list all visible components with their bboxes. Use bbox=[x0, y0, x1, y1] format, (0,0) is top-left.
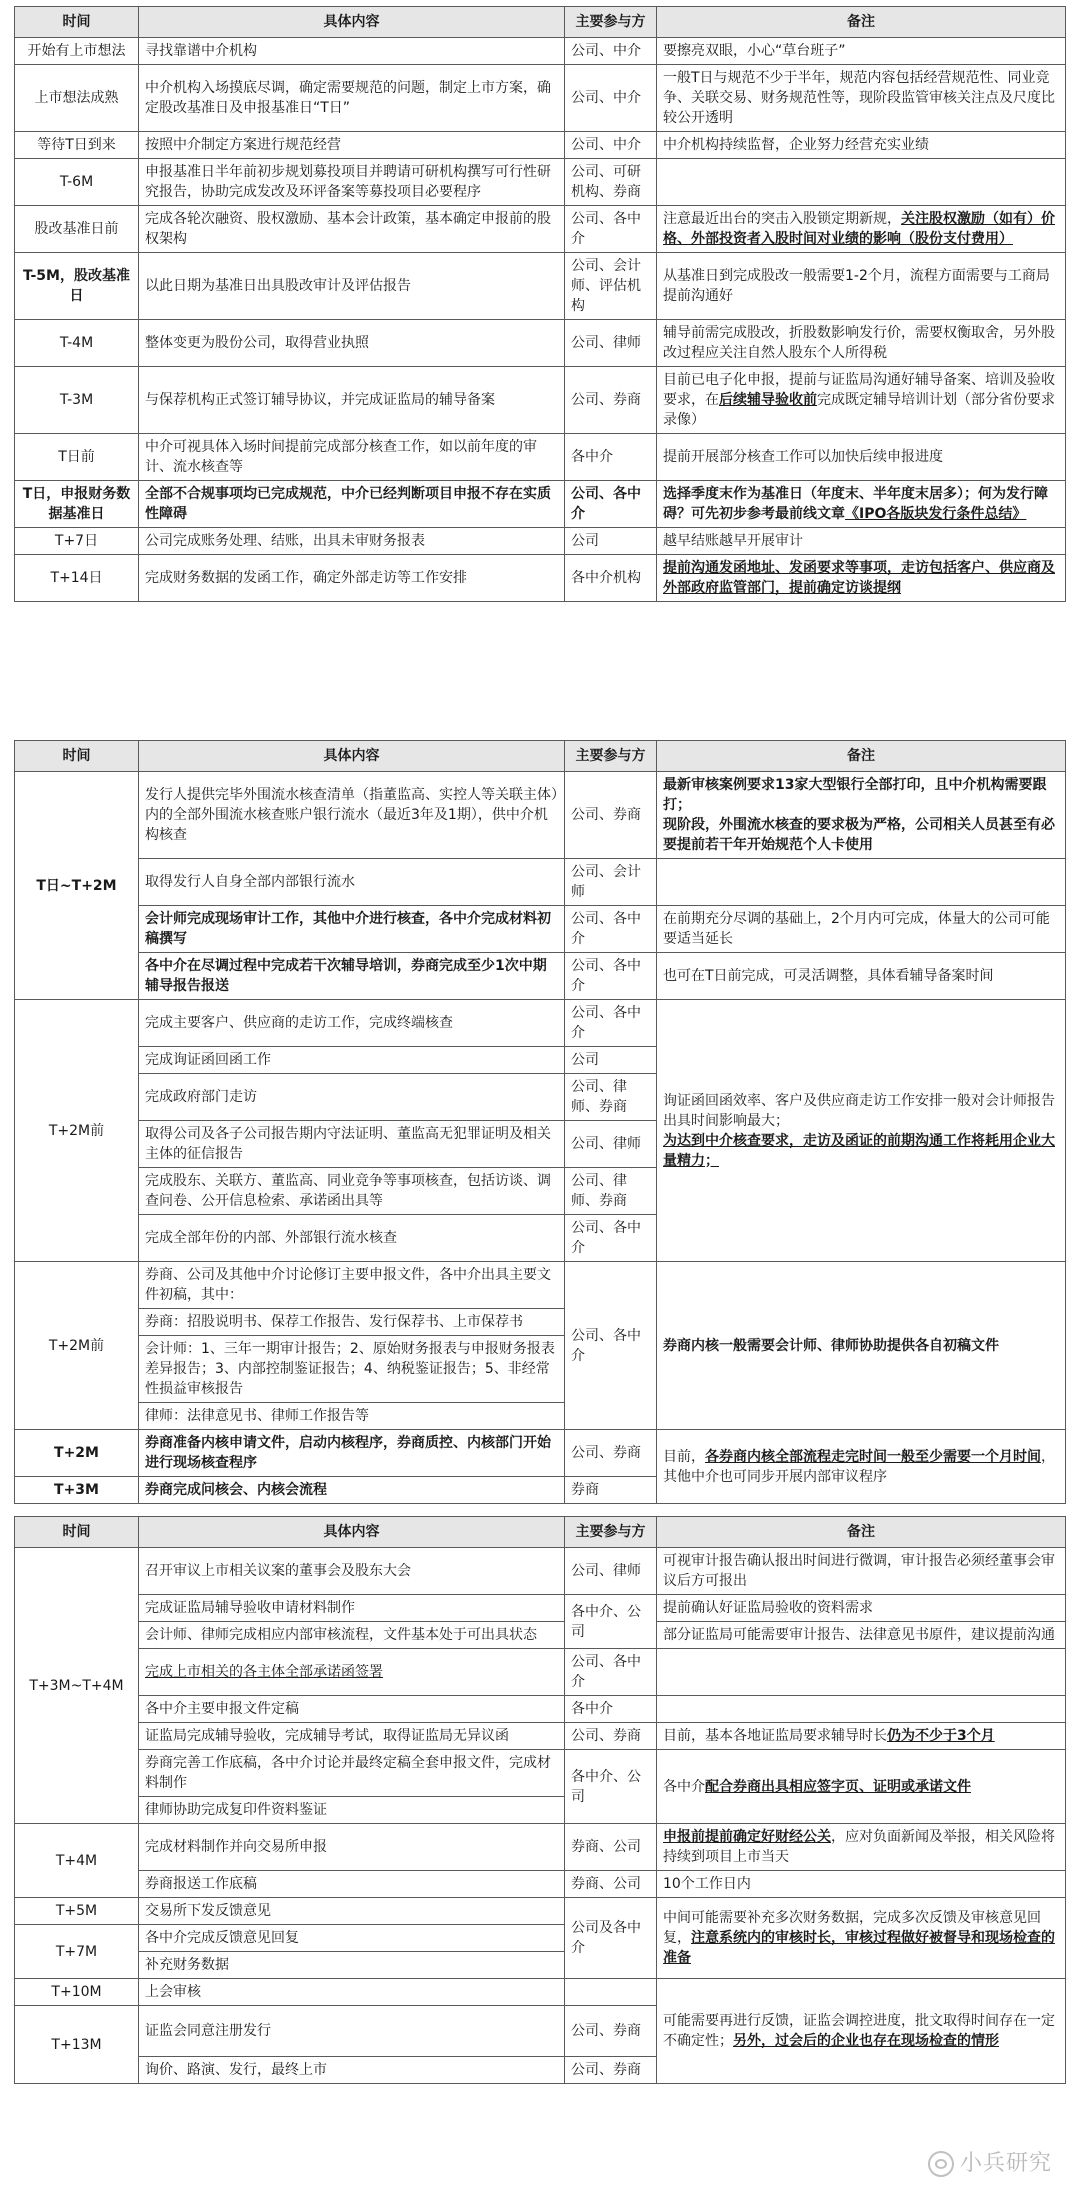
content-cell: 券商、公司及其他中介讨论修订主要申报文件，各中介出具主要文件初稿，其中： bbox=[139, 1262, 565, 1309]
content-cell: 完成政府部门走访 bbox=[139, 1074, 565, 1121]
party-cell: 公司、会计师 bbox=[565, 859, 657, 906]
content-cell: 取得公司及各子公司报告期内守法证明、董监高无犯罪证明及相关主体的征信报告 bbox=[139, 1121, 565, 1168]
party-cell: 各中介、公司 bbox=[565, 1595, 657, 1649]
time-cell: T日，申报财务数据基准日 bbox=[15, 481, 139, 528]
header-content: 具体内容 bbox=[139, 7, 565, 38]
note-cell bbox=[657, 159, 1066, 206]
table-header-row bbox=[15, 741, 1066, 772]
content-cell: 上会审核 bbox=[139, 1979, 565, 2006]
time-cell: T+13M bbox=[15, 2006, 139, 2084]
content-cell: 各中介在尽调过程中完成若干次辅导培训，券商完成至少1次中期辅导报告报送 bbox=[139, 953, 565, 1000]
table-row bbox=[15, 528, 1066, 555]
note-cell: 一般T日与规范不少于半年，规范内容包括经营规范性、同业竞争、关联交易、财务规范性等，现阶段监管审核关注点及尺度比较公开透明 bbox=[657, 65, 1066, 132]
time-cell: T-6M bbox=[15, 159, 139, 206]
party-cell: 公司、律师、券商 bbox=[565, 1168, 657, 1215]
note-cell: 10个工作日内 bbox=[657, 1871, 1066, 1898]
content-cell: 券商完善工作底稿，各中介讨论并最终定稿全套申报文件，完成材料制作 bbox=[139, 1750, 565, 1797]
time-cell: 开始有上市想法 bbox=[15, 38, 139, 65]
note-cell bbox=[657, 1824, 1066, 1871]
content-cell: 完成各轮次融资、股权激励、基本会计政策，基本确定申报前的股权架构 bbox=[139, 206, 565, 253]
content-cell: 与保荐机构正式签订辅导协议，并完成证监局的辅导备案 bbox=[139, 367, 565, 434]
content-cell: 取得发行人自身全部内部银行流水 bbox=[139, 859, 565, 906]
party-cell: 各中介、公司 bbox=[565, 1750, 657, 1824]
note-emphasis: 《IPO各版块发行条件总结》 bbox=[845, 506, 1027, 522]
content-cell: 律师协助完成复印件资料鉴证 bbox=[139, 1797, 565, 1824]
content-cell: 律师：法律意见书、律师工作报告等 bbox=[139, 1403, 565, 1430]
note-cell bbox=[657, 1000, 1066, 1262]
table-row bbox=[15, 953, 1066, 1000]
note-emphasis: 申报前提前确定好财经公关 bbox=[663, 1829, 831, 1845]
table-row bbox=[15, 132, 1066, 159]
time-cell: T-5M，股改基准日 bbox=[15, 253, 139, 320]
party-cell: 券商、公司 bbox=[565, 1824, 657, 1871]
content-cell: 券商完成问核会、内核会流程 bbox=[139, 1477, 565, 1504]
content-cell: 申报基准日半年前初步规划募投项目并聘请可研机构撰写可行性研究报告，协助完成发改及环评备案等募投项目必要程序 bbox=[139, 159, 565, 206]
table-row bbox=[15, 859, 1066, 906]
party-cell: 公司、券商 bbox=[565, 367, 657, 434]
content-cell: 询价、路演、发行，最终上市 bbox=[139, 2057, 565, 2084]
time-cell: T+2M bbox=[15, 1430, 139, 1477]
note-emphasis: 注意系统内的审核时长，审核过程做好被督导和现场检查的准备 bbox=[663, 1930, 1055, 1966]
note-cell: 中介机构持续监督，企业努力经营充实业绩 bbox=[657, 132, 1066, 159]
table-block-2 bbox=[14, 740, 1066, 1504]
wechat-icon bbox=[928, 2151, 954, 2177]
content-cell: 交易所下发反馈意见 bbox=[139, 1898, 565, 1925]
header-content: 具体内容 bbox=[139, 1517, 565, 1548]
table-row bbox=[15, 1750, 1066, 1797]
party-cell: 券商、公司 bbox=[565, 1871, 657, 1898]
note-text: 目前，基本各地证监局要求辅导时长 bbox=[663, 1728, 887, 1744]
table-header-row bbox=[15, 7, 1066, 38]
table-row bbox=[15, 38, 1066, 65]
note-emphasis: 为达到中介核查要求，走访及函证的前期沟通工作将耗用企业大量精力； bbox=[663, 1132, 1055, 1169]
note-cell: 也可在T日前完成，可灵活调整，具体看辅导备案时间 bbox=[657, 953, 1066, 1000]
table-row bbox=[15, 1548, 1066, 1595]
note-text: 中间可能需要补充多次财务数据，完成多次反馈及审核意见回复， bbox=[663, 1910, 1041, 1946]
content-cell: 完成股东、关联方、董监高、同业竞争等事项核查，包括访谈、调查问卷、公开信息检索、承诺函出具等 bbox=[139, 1168, 565, 1215]
table-row bbox=[15, 1000, 1066, 1047]
party-cell: 公司、可研机构、券商 bbox=[565, 159, 657, 206]
note-cell bbox=[657, 367, 1066, 434]
note-text: 询证函回函效率、客户及供应商走访工作安排一般对会计师报告出具时间影响最大； bbox=[663, 1092, 1055, 1129]
note-cell: 提前沟通发函地址、发函要求等事项，走访包括客户、供应商及外部政府监管部门，提前确定访谈提纲 bbox=[657, 555, 1066, 602]
table-row bbox=[15, 1824, 1066, 1871]
note-cell bbox=[657, 1979, 1066, 2084]
note-emphasis: 后续辅导验收前 bbox=[719, 392, 817, 408]
party-cell: 公司 bbox=[565, 1047, 657, 1074]
time-cell: T+2M前 bbox=[15, 1000, 139, 1262]
time-cell: T+4M bbox=[15, 1824, 139, 1898]
header-note: 备注 bbox=[657, 741, 1066, 772]
schedule-table-3 bbox=[14, 1516, 1066, 2084]
party-cell: 公司、律师、券商 bbox=[565, 1074, 657, 1121]
table-row bbox=[15, 1649, 1066, 1696]
content-cell: 会计师、律师完成相应内部审核流程，文件基本处于可出具状态 bbox=[139, 1622, 565, 1649]
note-cell: 券商内核一般需要会计师、律师协助提供各自初稿文件 bbox=[657, 1262, 1066, 1430]
note-text: 完成既定辅导培训计划（部分省份要求录像） bbox=[663, 392, 1055, 428]
table-row bbox=[15, 1979, 1066, 2006]
header-time: 时间 bbox=[15, 1517, 139, 1548]
content-cell: 完成全部年份的内部、外部银行流水核查 bbox=[139, 1215, 565, 1262]
party-cell: 公司、律师 bbox=[565, 1548, 657, 1595]
time-cell: T+3M~T+4M bbox=[15, 1548, 139, 1824]
time-cell: T+7日 bbox=[15, 528, 139, 555]
note-text: 目前已电子化申报，提前与证监局沟通好辅导备案、培训及验收要求，在 bbox=[663, 372, 1055, 408]
content-cell: 公司完成账务处理、结账，出具未审财务报表 bbox=[139, 528, 565, 555]
table-block-3 bbox=[14, 1516, 1066, 2084]
note-text: 最新审核案例要求13家大型银行全部打印，且中介机构需要跟打； bbox=[663, 777, 1047, 813]
note-cell bbox=[657, 1750, 1066, 1824]
note-cell bbox=[657, 481, 1066, 528]
time-cell: 上市想法成熟 bbox=[15, 65, 139, 132]
table-block-1 bbox=[14, 6, 1066, 602]
note-text: 各中介 bbox=[663, 1778, 705, 1795]
note-cell: 可视审计报告确认报出时间进行微调，审计报告必须经董事会审议后方可报出 bbox=[657, 1548, 1066, 1595]
content-cell: 证监会同意注册发行 bbox=[139, 2006, 565, 2057]
note-emphasis: 关注股权激励（如有）价格、外部投资者入股时间对业绩的影响（股份支付费用） bbox=[663, 211, 1055, 247]
content-cell: 完成证监局辅导验收申请材料制作 bbox=[139, 1595, 565, 1622]
content-cell: 券商：招股说明书、保荐工作报告、发行保荐书、上市保荐书 bbox=[139, 1309, 565, 1336]
note-cell: 提前开展部分核查工作可以加快后续申报进度 bbox=[657, 434, 1066, 481]
content-cell: 券商准备内核申请文件，启动内核程序，券商质控、内核部门开始进行现场核查程序 bbox=[139, 1430, 565, 1477]
watermark-text: 小兵研究 bbox=[959, 2151, 1052, 2176]
party-cell: 公司、中介 bbox=[565, 38, 657, 65]
note-emphasis: 仍为不少于3个月 bbox=[887, 1728, 995, 1744]
party-cell: 公司、会计师、评估机构 bbox=[565, 253, 657, 320]
time-cell: T-3M bbox=[15, 367, 139, 434]
content-cell: 中介可视具体入场时间提前完成部分核查工作，如以前年度的审计、流水核查等 bbox=[139, 434, 565, 481]
party-cell: 公司、券商 bbox=[565, 772, 657, 859]
note-cell: 提前确认好证监局验收的资料需求 bbox=[657, 1595, 1066, 1622]
note-emphasis: 配合券商出具相应签字页、证明或承诺文件 bbox=[705, 1778, 971, 1795]
time-cell: T-4M bbox=[15, 320, 139, 367]
note-cell bbox=[657, 772, 1066, 859]
content-cell: 整体变更为股份公司，取得营业执照 bbox=[139, 320, 565, 367]
party-cell: 公司、各中介 bbox=[565, 1649, 657, 1696]
note-cell bbox=[657, 1696, 1066, 1723]
note-cell: 越早结账越早开展审计 bbox=[657, 528, 1066, 555]
note-cell bbox=[657, 1898, 1066, 1979]
content-cell: 会计师：1、三年一期审计报告；2、原始财务报表与申报财务报表差异报告；3、内部控制鉴证报告；4、纳税鉴证报告；5、非经常性损益审核报告 bbox=[139, 1336, 565, 1403]
party-cell: 公司 bbox=[565, 528, 657, 555]
note-text: 现阶段，外围流水核查的要求极为严格，公司相关人员甚至有必要提前若干年开始规范个人卡使用 bbox=[663, 817, 1055, 853]
table-row bbox=[15, 481, 1066, 528]
note-emphasis: 另外，过会后的企业也存在现场检查的情形 bbox=[733, 2033, 999, 2049]
note-cell: 要擦亮双眼，小心“草台班子” bbox=[657, 38, 1066, 65]
note-cell: 从基准日到完成股改一般需要1-2个月，流程方面需要与工商局提前沟通好 bbox=[657, 253, 1066, 320]
note-text: 目前， bbox=[663, 1448, 705, 1465]
party-cell: 公司、各中介 bbox=[565, 206, 657, 253]
content-cell: 券商报送工作底稿 bbox=[139, 1871, 565, 1898]
party-cell: 公司、券商 bbox=[565, 1430, 657, 1477]
content-cell: 寻找靠谱中介机构 bbox=[139, 38, 565, 65]
content-cell: 会计师完成现场审计工作，其他中介进行核查，各中介完成材料初稿撰写 bbox=[139, 906, 565, 953]
party-cell: 券商 bbox=[565, 1477, 657, 1504]
table-row bbox=[15, 1898, 1066, 1925]
header-note: 备注 bbox=[657, 7, 1066, 38]
note-text: ，其他中介也可同步开展内部审议程序 bbox=[663, 1448, 1055, 1485]
party-cell: 公司、各中介 bbox=[565, 906, 657, 953]
party-cell: 公司、券商 bbox=[565, 2057, 657, 2084]
header-time: 时间 bbox=[15, 741, 139, 772]
note-text: 注意最近出台的突击入股锁定期新规， bbox=[663, 211, 901, 227]
note-cell bbox=[657, 859, 1066, 906]
watermark bbox=[928, 2146, 1052, 2177]
party-cell: 公司及各中介 bbox=[565, 1898, 657, 1979]
time-cell: T+3M bbox=[15, 1477, 139, 1504]
time-cell: T+2M前 bbox=[15, 1262, 139, 1430]
note-text: 选择季度末作为基准日（年度末、半年度末居多）；何为发行障碍？可先初步参考最前线文章 bbox=[663, 486, 1048, 522]
note-cell bbox=[657, 1430, 1066, 1504]
note-text: 可能需要再进行反馈，证监会调控进度，批文取得时间存在一定不确定性； bbox=[663, 2013, 1055, 2049]
content-cell: 各中介完成反馈意见回复 bbox=[139, 1925, 565, 1952]
party-cell: 公司、各中介 bbox=[565, 1262, 657, 1430]
party-cell: 各中介 bbox=[565, 434, 657, 481]
party-cell: 公司、中介 bbox=[565, 65, 657, 132]
table-row bbox=[15, 1622, 1066, 1649]
table-row bbox=[15, 159, 1066, 206]
content-cell: 按照中介制定方案进行规范经营 bbox=[139, 132, 565, 159]
table-row bbox=[15, 772, 1066, 859]
schedule-table-1 bbox=[14, 6, 1066, 602]
party-cell: 各中介 bbox=[565, 1696, 657, 1723]
note-cell: 部分证监局可能需要审计报告、法律意见书原件，建议提前沟通 bbox=[657, 1622, 1066, 1649]
content-cell: 以此日期为基准日出具股改审计及评估报告 bbox=[139, 253, 565, 320]
header-party: 主要参与方 bbox=[565, 741, 657, 772]
party-cell: 各中介机构 bbox=[565, 555, 657, 602]
party-cell: 公司、各中介 bbox=[565, 953, 657, 1000]
table-row bbox=[15, 555, 1066, 602]
party-cell bbox=[565, 1979, 657, 2006]
table-row bbox=[15, 906, 1066, 953]
table-row bbox=[15, 367, 1066, 434]
note-cell bbox=[657, 1649, 1066, 1696]
content-cell: 补充财务数据 bbox=[139, 1952, 565, 1979]
table-row bbox=[15, 1262, 1066, 1309]
header-note: 备注 bbox=[657, 1517, 1066, 1548]
time-cell: 股改基准日前 bbox=[15, 206, 139, 253]
table-row bbox=[15, 253, 1066, 320]
content-cell: 完成材料制作并向交易所申报 bbox=[139, 1824, 565, 1871]
party-cell: 公司、各中介 bbox=[565, 1000, 657, 1047]
header-content: 具体内容 bbox=[139, 741, 565, 772]
content-cell: 全部不合规事项均已完成规范，中介已经判断项目申报不存在实质性障碍 bbox=[139, 481, 565, 528]
time-cell: T+10M bbox=[15, 1979, 139, 2006]
table-row bbox=[15, 1871, 1066, 1898]
content-cell: 各中介主要申报文件定稿 bbox=[139, 1696, 565, 1723]
table-header-row bbox=[15, 1517, 1066, 1548]
note-emphasis: 各券商内核全部流程走完时间一般至少需要一个月时间 bbox=[705, 1448, 1041, 1465]
table-row bbox=[15, 1595, 1066, 1622]
header-time: 时间 bbox=[15, 7, 139, 38]
table-row bbox=[15, 1430, 1066, 1477]
party-cell: 公司、律师 bbox=[565, 1121, 657, 1168]
table-row bbox=[15, 1696, 1066, 1723]
header-party: 主要参与方 bbox=[565, 1517, 657, 1548]
content-cell: 完成上市相关的各主体全部承诺函签署 bbox=[139, 1649, 565, 1696]
time-cell: T日~T+2M bbox=[15, 772, 139, 1000]
content-cell: 完成主要客户、供应商的走访工作，完成终端核查 bbox=[139, 1000, 565, 1047]
content-cell: 发行人提供完毕外围流水核查清单（指董监高、实控人等关联主体）内的全部外围流水核查账户银行流水（最近3年及1期），供中介机构核查 bbox=[139, 772, 565, 859]
time-cell: 等待T日到来 bbox=[15, 132, 139, 159]
party-cell: 公司、券商 bbox=[565, 2006, 657, 2057]
content-cell: 召开审议上市相关议案的董事会及股东大会 bbox=[139, 1548, 565, 1595]
time-cell: T+7M bbox=[15, 1925, 139, 1979]
time-cell: T日前 bbox=[15, 434, 139, 481]
content-cell: 中介机构入场摸底尽调，确定需要规范的问题，制定上市方案，确定股改基准日及申报基准日“T日” bbox=[139, 65, 565, 132]
party-cell: 公司、各中介 bbox=[565, 1215, 657, 1262]
party-cell: 公司、律师 bbox=[565, 320, 657, 367]
note-text: ，应对负面新闻及举报，相关风险将持续到项目上市当天 bbox=[663, 1829, 1055, 1865]
note-cell bbox=[657, 1723, 1066, 1750]
table-row bbox=[15, 320, 1066, 367]
note-cell bbox=[657, 206, 1066, 253]
table-row bbox=[15, 434, 1066, 481]
content-cell: 完成财务数据的发函工作，确定外部走访等工作安排 bbox=[139, 555, 565, 602]
content-cell: 证监局完成辅导验收，完成辅导考试，取得证监局无异议函 bbox=[139, 1723, 565, 1750]
time-cell: T+14日 bbox=[15, 555, 139, 602]
party-cell: 公司、中介 bbox=[565, 132, 657, 159]
table-row bbox=[15, 206, 1066, 253]
note-cell: 辅导前需完成股改，折股数影响发行价，需要权衡取舍，另外股改过程应关注自然人股东个人所得税 bbox=[657, 320, 1066, 367]
content-cell: 完成询证函回函工作 bbox=[139, 1047, 565, 1074]
note-cell: 在前期充分尽调的基础上，2个月内可完成，体量大的公司可能要适当延长 bbox=[657, 906, 1066, 953]
table-row bbox=[15, 1723, 1066, 1750]
header-party: 主要参与方 bbox=[565, 7, 657, 38]
time-cell: T+5M bbox=[15, 1898, 139, 1925]
table-row bbox=[15, 65, 1066, 132]
schedule-table-2 bbox=[14, 740, 1066, 1504]
party-cell: 公司、各中介 bbox=[565, 481, 657, 528]
party-cell: 公司、券商 bbox=[565, 1723, 657, 1750]
